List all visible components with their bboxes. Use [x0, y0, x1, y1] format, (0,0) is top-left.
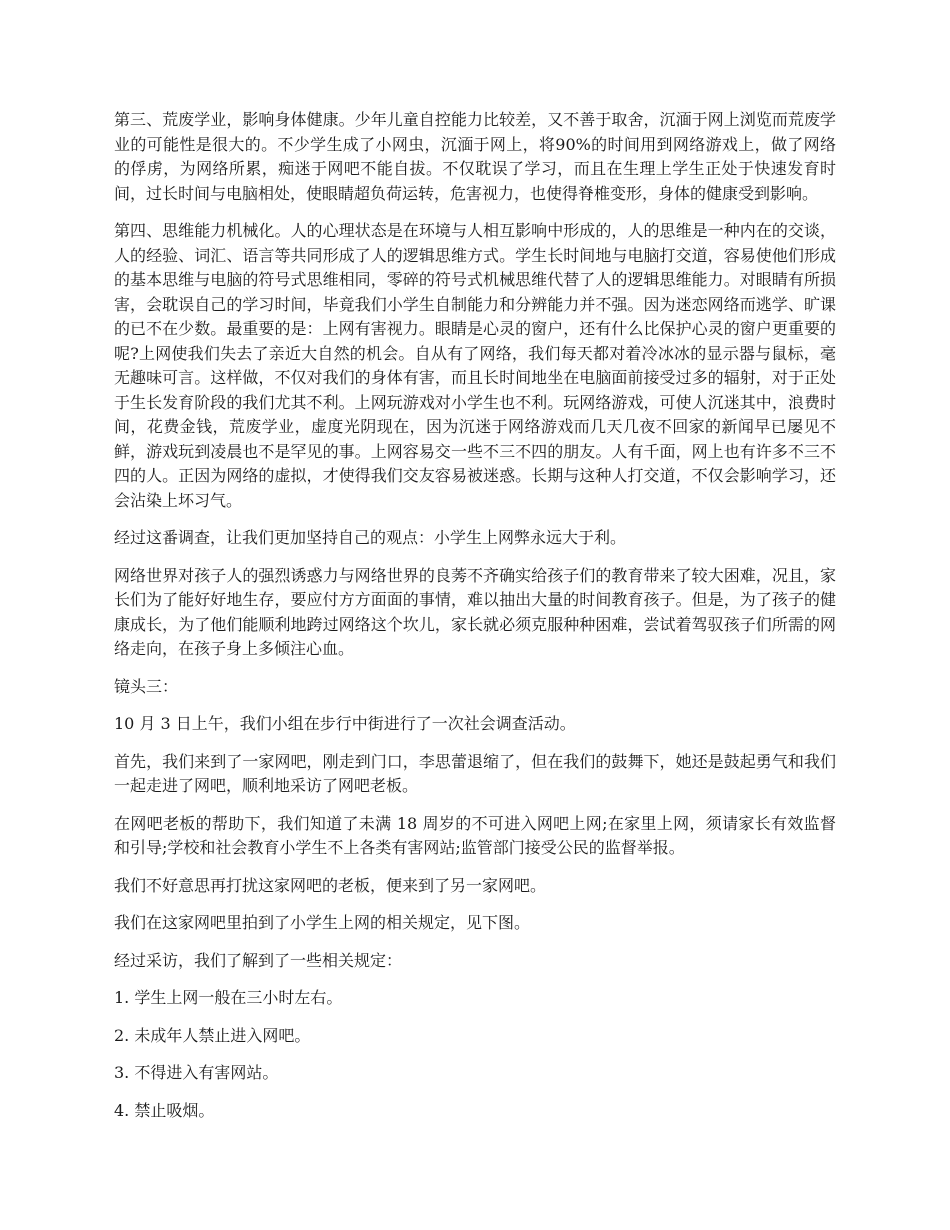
paragraph-second-internet-cafe: 我们不好意思再打扰这家网吧的老板，便来到了另一家网吧。: [114, 875, 547, 895]
paragraph-section-three: 第三、荒废学业，影响身体健康。少年儿童自控能力比较差，又不善于取舍，沉湎于网上浏览而荒废学业的可能性是很大的。不少学生成了小网虫，沉湎于网上，将90%的时间用到网络游戏上，做了网络的俘虏，为网络所累，痴迷于网吧不能自拔。不仅耽误了学习，而且在生理上学生正处于快速发育时间，过长时间与电脑相处，使眼睛超负荷运转，危害视力，也使得脊椎变形，身体的健康受到影响。: [114, 110, 836, 203]
list-item-rule-2: 2. 未成年人禁止进入网吧。: [114, 1025, 311, 1045]
paragraph-owner-help: 在网吧老板的帮助下，我们知道了未满 18 周岁的不可进入网吧上网;在家里上网，须请家长有效监督和引导;学校和社会教育小学生不上各类有害网站;监管部门接受公民的监督举报。: [114, 813, 836, 857]
list-item-rule-1: 1. 学生上网一般在三小时左右。: [114, 988, 343, 1007]
paragraph-parents: 网络世界对孩子人的强烈诱惑力与网络世界的良莠不齐确实给孩子们的教育带来了较大困难，况且，家长们为了能好好地生存，要应付方方面面的事情，难以抽出大量的时间教育孩子。但是，为了孩子的健康成长，为了他们能顺利地跨过网络这个坎儿，家长就必须克服种种困难，尝试着驾驭孩子们所需的网络走向，在孩子身上多倾注心血。: [114, 565, 836, 658]
list-item-rule-3: 3. 不得进入有害网站。: [114, 1063, 279, 1082]
paragraph-conclusion: 经过这番调查，让我们更加坚持自己的观点：小学生上网弊永远大于利。: [114, 528, 627, 547]
paragraph-first-internet-cafe: 首先，我们来到了一家网吧，刚走到门口，李思蕾退缩了，但在我们的鼓舞下，她还是鼓起勇气和我们一起走进了网吧，顺利地采访了网吧老板。: [114, 751, 836, 795]
list-item-rule-4: 4. 禁止吸烟。: [114, 1100, 215, 1120]
paragraph-rules-intro: 经过采访，我们了解到了一些相关规定：: [114, 950, 403, 970]
paragraph-survey-date: 10 月 3 日上午，我们小组在步行中街进行了一次社会调查活动。: [114, 714, 576, 733]
paragraph-section-four: 第四、思维能力机械化。人的心理状态是在环境与人相互影响中形成的，人的思维是一种内在的交谈，人的经验、词汇、语言等共同形成了人的逻辑思维方式。学生长时间地与电脑打交道，容易使他们形成的基本思维与电脑的符号式思维相同，零碎的符号式机械思维代替了人的逻辑思维能力。对眼睛有所损害，会耽误自己的学习时间，毕竟我们小学生自制能力和分辨能力并不强。因为迷恋网络而逃学、旷课的已不在少数。最重要的是：上网有害视力。眼睛是心灵的窗户，还有什么比保护心灵的窗户更重要的呢?上网使我们失去了亲近大自然的机会。自从有了网络，我们每天都对着冷冰冰的显示器与鼠标，毫无趣味可言。这样做，不仅对我们的身体有害，而且长时间地坐在电脑面前接受过多的辐射，对于正处于生长发育阶段的我们尤其不利。上网玩游戏对小学生也不利。玩网络游戏，可使人沉迷其中，浪费时间，花费金钱，荒废学业，虚度光阴现在，因为沉迷于网络游戏而几天几夜不回家的新闻早已屡见不鲜，游戏玩到凌晨也不是罕见的事。上网容易交一些不三不四的朋友。人有千面，网上也有许多不三不四的人。正因为网络的虚拟，才使得我们交友容易被迷惑。长期与这种人打交道，不仅会影响学习，还会沾染上坏习气。: [114, 221, 836, 510]
paragraph-scene-three-heading: 镜头三：: [114, 676, 179, 696]
paragraph-photo-rules: 我们在这家网吧里拍到了小学生上网的相关规定，见下图。: [114, 913, 531, 932]
